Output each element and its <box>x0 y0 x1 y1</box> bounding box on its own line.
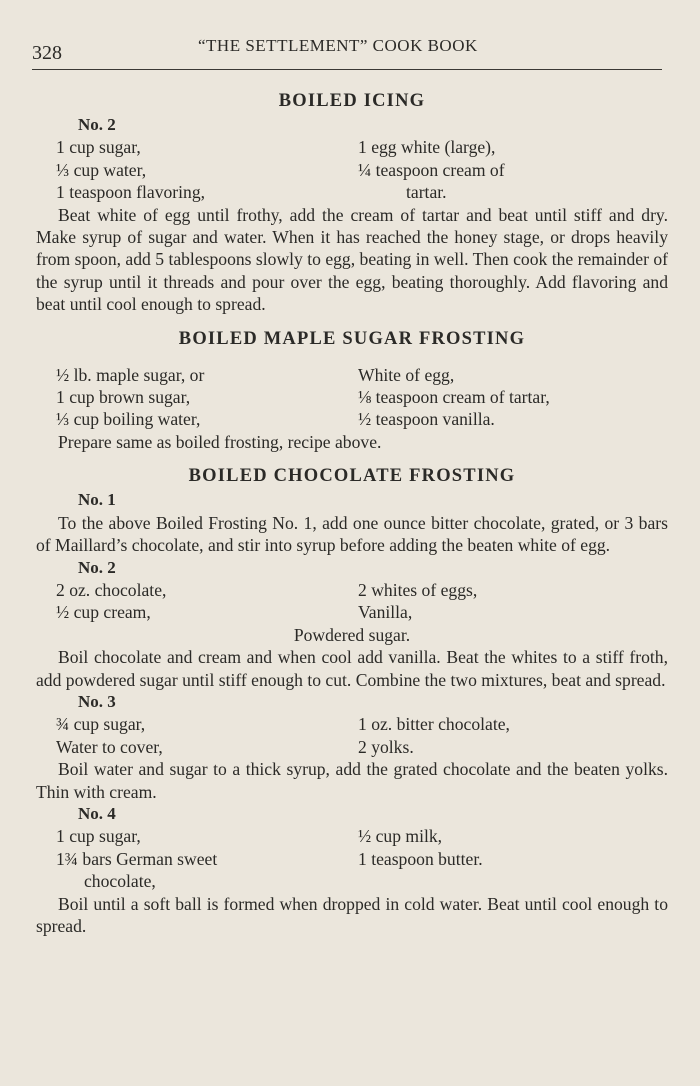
ingredient: 1 teaspoon butter. <box>358 848 483 869</box>
running-title: “THE SETTLEMENT” COOK BOOK <box>198 36 478 55</box>
instructions: Prepare same as boiled frosting, recipe above. <box>58 431 382 452</box>
ingredient: White of egg, <box>358 364 455 385</box>
ingredient: Water to cover, <box>56 736 163 757</box>
ingredient: ½ lb. maple sugar, or <box>56 364 205 385</box>
ingredient: chocolate, <box>84 871 156 892</box>
ingredient-list <box>36 825 668 892</box>
ingredient: ½ cup cream, <box>56 602 151 623</box>
section-title-maple-frosting: BOILED MAPLE SUGAR FROSTING <box>178 328 526 349</box>
ingredient: Powdered sugar. <box>293 624 411 645</box>
ingredient: 1 cup sugar, <box>56 826 141 847</box>
instructions: Boil until a soft ball is formed when dropped in cold water. Beat until cool enough to spread. <box>36 893 668 936</box>
ingredient: 1 oz. bitter chocolate, <box>358 714 510 735</box>
recipe-number: No. 3 <box>78 691 116 711</box>
instructions: Boil chocolate and cream and when cool add vanilla. Beat the whites to a stiff froth, add powdered sugar until stiff enough to cut. Combine the two mixtures, beat and spread. <box>36 647 668 690</box>
ingredient: tartar. <box>406 182 447 203</box>
recipe-number: No. 1 <box>78 490 116 510</box>
ingredient: ⅓ cup water, <box>56 159 147 180</box>
ingredient: ½ cup milk, <box>358 826 443 847</box>
recipe-number: No. 4 <box>78 803 116 823</box>
ingredient-list <box>36 136 668 203</box>
ingredient: 1 egg white (large), <box>358 137 496 158</box>
page-content <box>36 88 668 937</box>
page-header <box>0 34 700 74</box>
page-number: 328 <box>32 42 62 64</box>
ingredient: 2 yolks. <box>358 736 414 757</box>
ingredient: ¾ cup sugar, <box>56 714 146 735</box>
recipe-number: No. 2 <box>78 557 116 577</box>
header-rule <box>32 69 662 70</box>
ingredient-list <box>36 713 668 758</box>
ingredient: 2 whites of eggs, <box>358 579 478 600</box>
ingredient: 1 cup sugar, <box>56 137 141 158</box>
ingredient: 1 teaspoon flavoring, <box>56 182 206 203</box>
ingredient: Vanilla, <box>358 602 413 623</box>
ingredient: 1¾ bars German sweet <box>56 848 218 869</box>
instructions: To the above Boiled Frosting No. 1, add one ounce bitter chocolate, grated, or 3 bars of Maillard’s chocolate, and stir into syrup before adding the beaten white of egg. <box>36 512 668 556</box>
ingredient: ⅓ cup boiling water, <box>56 409 201 430</box>
ingredient: ⅛ teaspoon cream of tartar, <box>358 387 550 408</box>
ingredient: 2 oz. chocolate, <box>56 579 167 600</box>
instructions: Beat white of egg until frothy, add the cream of tartar and beat until stiff and dry. Make syrup of sugar and water. When it has reached the honey stage, or drops heavily from spoon, add 5 tablespoons slowly to egg, beating in well. Then cook the remainder of the syrup until it threads and pour over the egg, beating thoroughly. Add flavoring and beat until cool enough to spread. <box>36 204 668 315</box>
instructions: Boil water and sugar to a thick syrup, add the grated chocolate and the beaten yolks. Thin with cream. <box>36 759 668 802</box>
ingredient: 1 cup brown sugar, <box>56 387 191 408</box>
ingredient-list <box>36 579 668 624</box>
recipe-number: No. 2 <box>78 115 116 134</box>
ingredient-list <box>36 364 668 431</box>
ingredient: ¼ teaspoon cream of <box>358 159 505 180</box>
section-title-boiled-icing: BOILED ICING <box>278 91 426 111</box>
ingredient: ½ teaspoon vanilla. <box>358 409 495 430</box>
section-title-chocolate-frosting: BOILED CHOCOLATE FROSTING <box>188 466 516 487</box>
